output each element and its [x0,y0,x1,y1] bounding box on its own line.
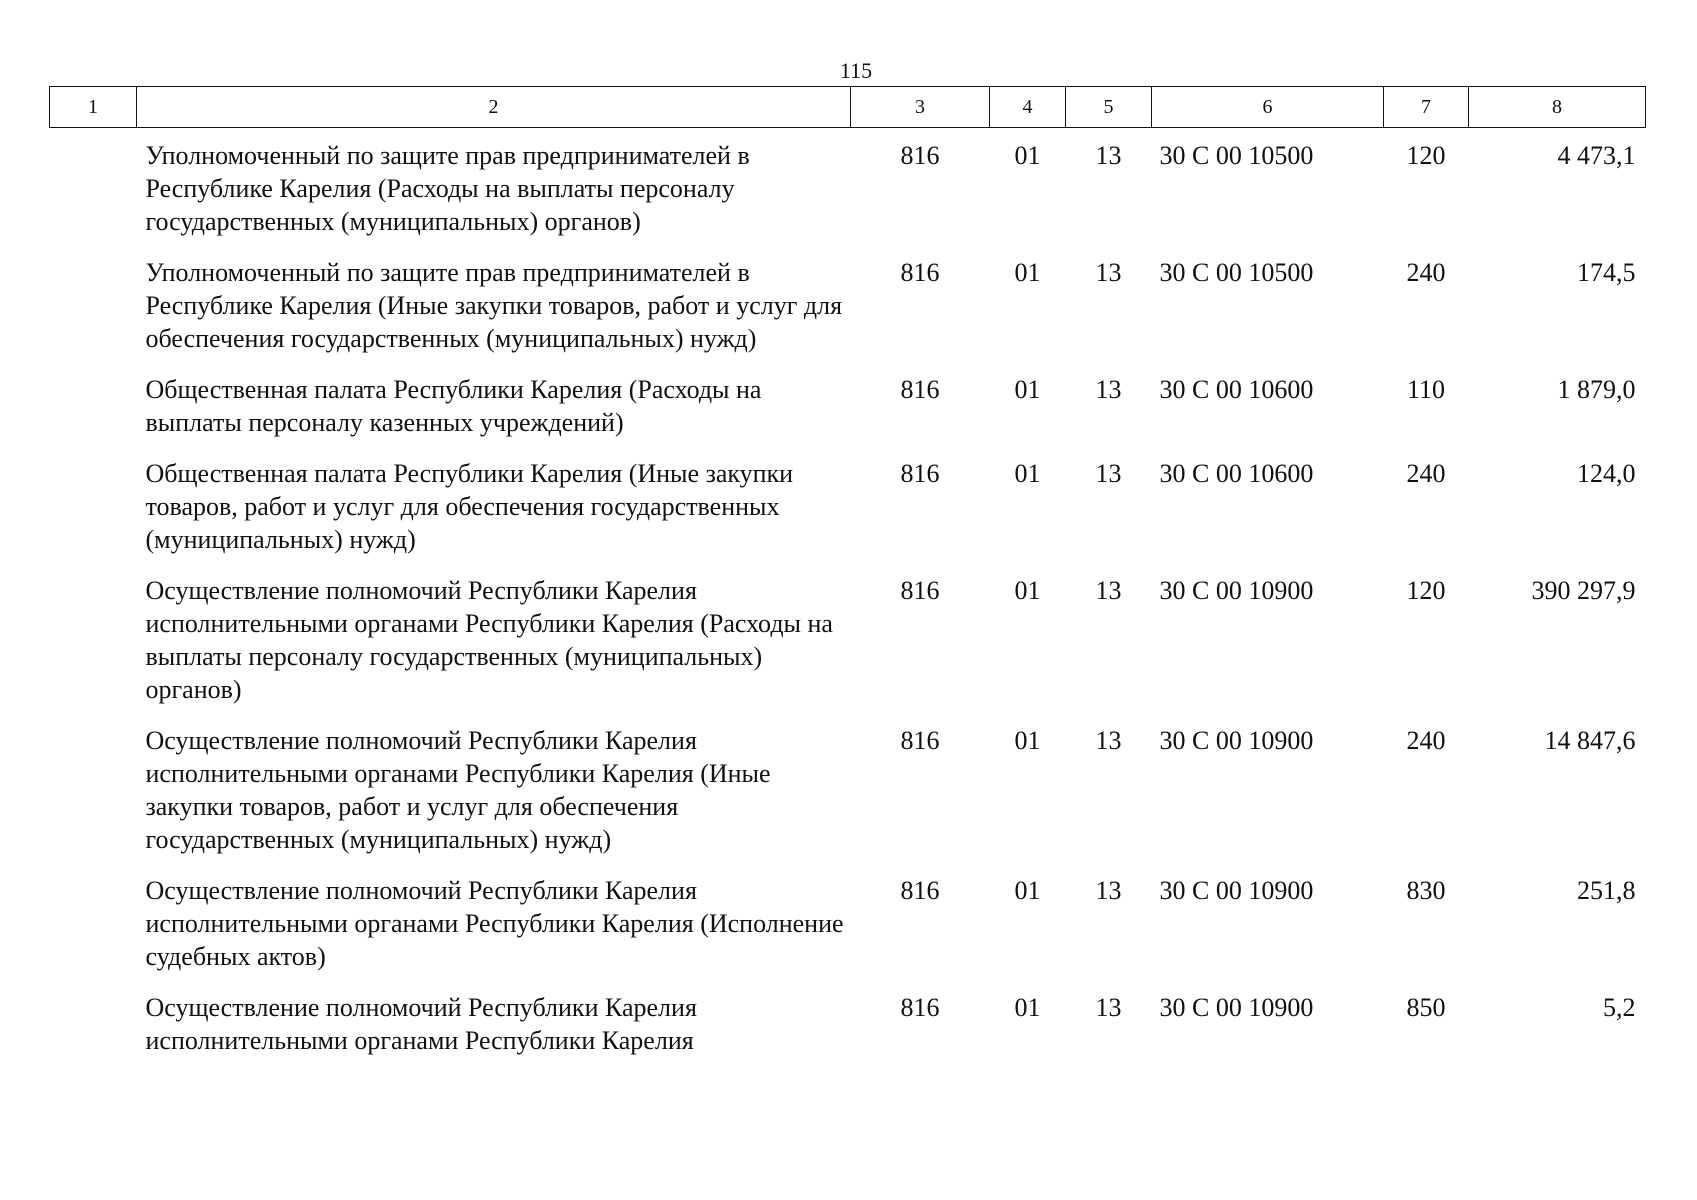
section-cell: 01 [1014,375,1041,404]
table-row [50,980,1646,1064]
description-cell: Общественная палата Республики Карелия (Расходы на выплаты персоналу казенных учреждений) [145,375,762,437]
amount-cell: 174,5 [1577,258,1636,287]
expense-type-cell: 240 [1406,459,1446,488]
ministry-cell: 816 [900,258,940,287]
ministry-cell: 816 [900,576,940,605]
section-cell: 01 [1014,141,1041,170]
description-cell: Осуществление полномочий Республики Карелия исполнительными органами Республики Карелия (Расходы на выплаты персоналу государственных (муниципальных) органов) [145,576,833,704]
target-article-cell: 30 С 00 10900 [1159,876,1314,905]
amount-cell: 390 297,9 [1531,576,1636,605]
table-body [50,128,1646,1065]
description-cell: Осуществление полномочий Республики Карелия исполнительными органами Республики Карелия (Исполнение судебных актов) [145,876,844,971]
header-col-8: 8 [1469,87,1646,128]
expense-type-cell: 240 [1406,258,1446,287]
ministry-cell: 816 [900,876,940,905]
section-cell: 01 [1014,258,1041,287]
section-cell: 01 [1014,876,1041,905]
table-row [50,863,1646,980]
section-cell: 01 [1014,993,1041,1022]
target-article-cell: 30 С 00 10900 [1159,726,1314,755]
expense-type-cell: 240 [1406,726,1446,755]
subsection-cell: 13 [1095,993,1122,1022]
subsection-cell: 13 [1095,258,1122,287]
subsection-cell: 13 [1095,876,1122,905]
row-number-cell [50,362,137,446]
ministry-cell: 816 [900,459,940,488]
header-row [50,87,1646,128]
target-article-cell: 30 С 00 10900 [1159,993,1314,1022]
amount-cell: 14 847,6 [1544,726,1636,755]
row-number-cell [50,980,137,1064]
table-row [50,713,1646,863]
subsection-cell: 13 [1095,141,1122,170]
table-row [50,563,1646,713]
subsection-cell: 13 [1095,459,1122,488]
section-cell: 01 [1014,726,1041,755]
amount-cell: 4 473,1 [1557,141,1636,170]
header-col-3: 3 [851,87,990,128]
target-article-cell: 30 С 00 10600 [1159,459,1314,488]
subsection-cell: 13 [1095,375,1122,404]
table-row [50,362,1646,446]
header-col-2: 2 [137,87,851,128]
ministry-cell: 816 [900,141,940,170]
header-col-4: 4 [990,87,1066,128]
table-row [50,446,1646,563]
row-number-cell [50,563,137,713]
description-cell: Осуществление полномочий Республики Карелия исполнительными органами Республики Карелия (Иные закупки товаров, работ и услуг для обеспечения государственных (муниципальных) нужд) [145,726,771,854]
expense-type-cell: 110 [1406,375,1446,404]
section-cell: 01 [1014,459,1041,488]
description-cell: Осуществление полномочий Республики Карелия исполнительными органами Республики Карелия [145,993,697,1055]
expense-type-cell: 850 [1406,993,1446,1022]
subsection-cell: 13 [1095,726,1122,755]
section-cell: 01 [1014,576,1041,605]
table-row [50,245,1646,362]
row-number-cell [50,128,137,246]
target-article-cell: 30 С 00 10500 [1159,141,1314,170]
ministry-cell: 816 [900,993,940,1022]
amount-cell: 251,8 [1577,876,1636,905]
row-number-cell [50,863,137,980]
subsection-cell: 13 [1095,576,1122,605]
amount-cell: 1 879,0 [1557,375,1636,404]
amount-cell: 5,2 [1603,993,1636,1022]
row-number-cell [50,245,137,362]
table-header [50,87,1646,128]
row-number-cell [50,713,137,863]
budget-table [49,86,1646,1064]
header-col-5: 5 [1066,87,1152,128]
target-article-cell: 30 С 00 10600 [1159,375,1314,404]
header-col-7: 7 [1384,87,1469,128]
amount-cell: 124,0 [1577,459,1636,488]
expense-type-cell: 830 [1406,876,1446,905]
description-cell: Общественная палата Республики Карелия (Иные закупки товаров, работ и услуг для обеспечения государственных (муниципальных) нужд) [145,459,794,554]
ministry-cell: 816 [900,726,940,755]
target-article-cell: 30 С 00 10500 [1159,258,1314,287]
description-cell: Уполномоченный по защите прав предпринимателей в Республике Карелия (Расходы на выплаты персоналу государственных (муниципальных) органов) [145,141,750,236]
ministry-cell: 816 [900,375,940,404]
expense-type-cell: 120 [1406,576,1446,605]
page-number: 115 [839,58,873,83]
row-number-cell [50,446,137,563]
table-row [50,128,1646,246]
header-col-6: 6 [1152,87,1384,128]
expense-type-cell: 120 [1406,141,1446,170]
target-article-cell: 30 С 00 10900 [1159,576,1314,605]
header-col-1: 1 [50,87,137,128]
description-cell: Уполномоченный по защите прав предпринимателей в Республике Карелия (Иные закупки товаров, работ и услуг для обеспечения государственных (муниципальных) нужд) [145,258,843,353]
